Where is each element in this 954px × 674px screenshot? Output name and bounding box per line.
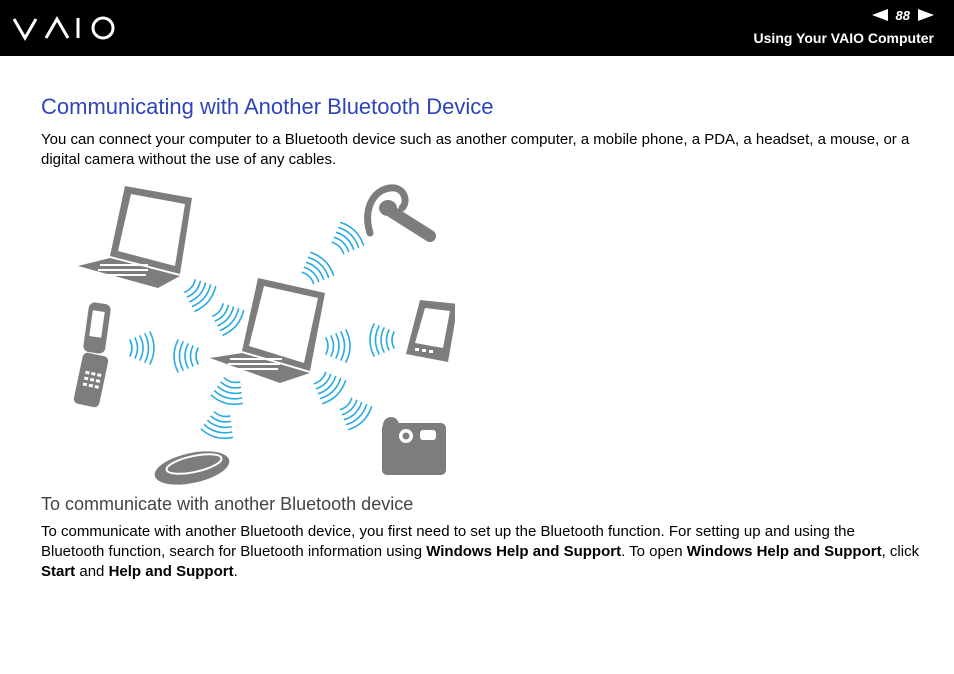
body-text-2: . To open: [621, 543, 687, 560]
left-arrow-icon[interactable]: [872, 9, 888, 21]
bluetooth-illustration: [70, 178, 455, 488]
pda-icon: [406, 300, 455, 362]
section-title: Using Your VAIO Computer: [753, 30, 934, 46]
procedure-heading: To communicate with another Bluetooth device: [41, 494, 414, 514]
mouse-icon: [152, 445, 233, 488]
page-navigation: [872, 7, 934, 23]
right-arrow-icon[interactable]: [918, 9, 934, 21]
digital-camera-icon: [382, 417, 446, 475]
headset-icon: [368, 188, 430, 236]
body-text-4: and: [75, 563, 109, 580]
page-number: 88: [895, 7, 910, 23]
body-text-3: , click: [881, 543, 920, 560]
page-title: Communicating with Another Bluetooth Device: [41, 94, 494, 119]
header-bar: [0, 0, 954, 56]
bold-help-and-support: Help and Support: [108, 563, 234, 580]
vaio-logo: [12, 14, 122, 42]
procedure-paragraph: [41, 522, 921, 582]
bold-start: Start: [41, 563, 76, 580]
body-text-5: .: [233, 563, 238, 580]
laptop-icon-center: [210, 278, 325, 383]
bold-windows-help-1: Windows Help and Support: [426, 543, 622, 560]
bold-windows-help-2: Windows Help and Support: [686, 543, 882, 560]
mobile-phone-icon: [73, 302, 111, 408]
laptop-icon-top-left: [78, 186, 192, 288]
body-text-1: To communicate with another Bluetooth device, you first need to set up the Bluetooth function. For setting up and using the Bluetooth function, search for Bluetooth information using: [41, 523, 855, 560]
intro-paragraph: You can connect your computer to a Bluetooth device such as another computer, a mobile phone, a PDA, a headset, a mouse, or a digital camera without the use of any cables.: [41, 131, 910, 168]
